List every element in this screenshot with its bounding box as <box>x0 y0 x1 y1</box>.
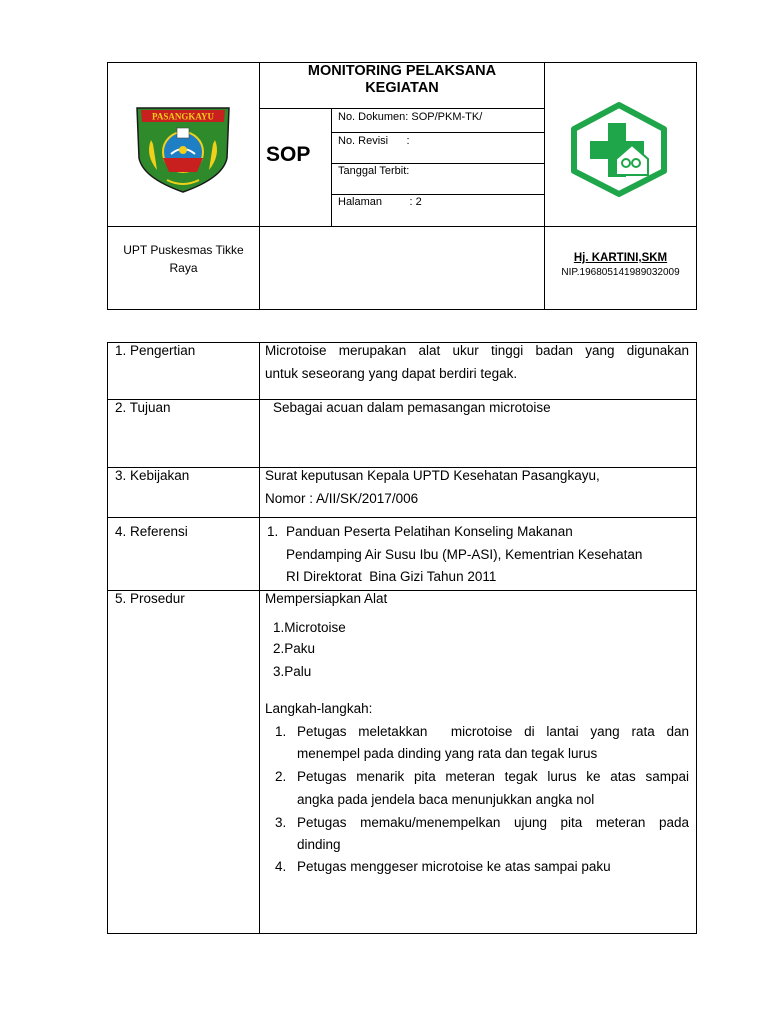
referensi-line-2: Pendamping Air Susu Ibu (MP-ASI), Kementrian Kesehatan <box>286 547 643 562</box>
referensi-line-3: RI Direktorat Bina Gizi Tahun 2011 <box>286 569 497 584</box>
step-text-line-1: Petugas meletakkan microtoise di lantai yang rata dan <box>297 724 689 739</box>
pengertian-text-line-2: untuk seseorang yang dapat berdiri tegak. <box>265 366 518 381</box>
pengertian-text-line-1: Microtoise merupakan alat ukur tinggi badan yang digunakan <box>265 343 689 358</box>
step-number: 3. <box>275 815 287 830</box>
revision-number: No. Revisi : <box>338 135 410 147</box>
tool-item: 1.Microtoise <box>273 620 346 635</box>
referensi-label: 4. Referensi <box>115 524 188 539</box>
logo-banner-text: PASANGKAYU <box>151 111 215 122</box>
step-text-line-2: dinding <box>297 837 341 852</box>
prosedur-label: 5. Prosedur <box>115 591 185 606</box>
document-number: No. Dokumen: SOP/PKM-TK/ <box>338 111 483 123</box>
pasangkayu-logo <box>131 100 235 194</box>
page-number: Halaman : 2 <box>338 196 422 208</box>
step-text-line-2: menempel pada dinding yang rata dan tegak lurus <box>297 746 598 761</box>
title-line-1: MONITORING PELAKSANA <box>307 63 497 79</box>
kebijakan-label: 3. Kebijakan <box>115 468 190 483</box>
sop-label: SOP <box>266 143 311 166</box>
step-number: 4. <box>275 859 287 874</box>
steps-heading: Langkah-langkah: <box>265 701 373 716</box>
step-text-line-1: Petugas memaku/menempelkan ujung pita meteran pada <box>297 815 689 830</box>
step-text-line-1: Petugas menggeser microtoise ke atas sampai paku <box>297 859 611 874</box>
kebijakan-text-line-2: Nomor : A/II/SK/2017/006 <box>265 491 419 506</box>
tool-item: 2.Paku <box>273 641 316 656</box>
kebijakan-text-line-1: Surat keputusan Kepala UPTD Kesehatan Pasangkayu, <box>265 468 600 483</box>
referensi-number: 1. <box>267 524 279 539</box>
step-text-line-1: Petugas menarik pita meteran tegak lurus ke atas sampai <box>297 769 689 784</box>
tool-item: 3.Palu <box>273 664 312 679</box>
organization-line-1: UPT Puskesmas Tikke <box>123 243 244 257</box>
title-line-2: KEGIATAN <box>365 80 439 96</box>
tujuan-label: 2. Tujuan <box>115 400 171 415</box>
tools-heading: Mempersiapkan Alat <box>265 591 388 606</box>
puskesmas-logo <box>568 101 670 197</box>
issue-date: Tanggal Terbit: <box>338 165 410 177</box>
signer-name: Hj. KARTINI,SKM <box>573 252 668 264</box>
referensi-line-1: Panduan Peserta Pelatihan Konseling Makanan <box>286 524 573 539</box>
tujuan-text: Sebagai acuan dalam pemasangan microtoise <box>273 400 551 415</box>
step-number: 2. <box>275 769 287 784</box>
step-text-line-2: angka pada jendela baca menunjukkan angka nol <box>297 792 595 807</box>
pengertian-label: 1. Pengertian <box>115 343 196 358</box>
step-number: 1. <box>275 724 287 739</box>
signer-nip: NIP.196805141989032009 <box>561 267 680 278</box>
organization-line-2: Raya <box>169 261 198 275</box>
